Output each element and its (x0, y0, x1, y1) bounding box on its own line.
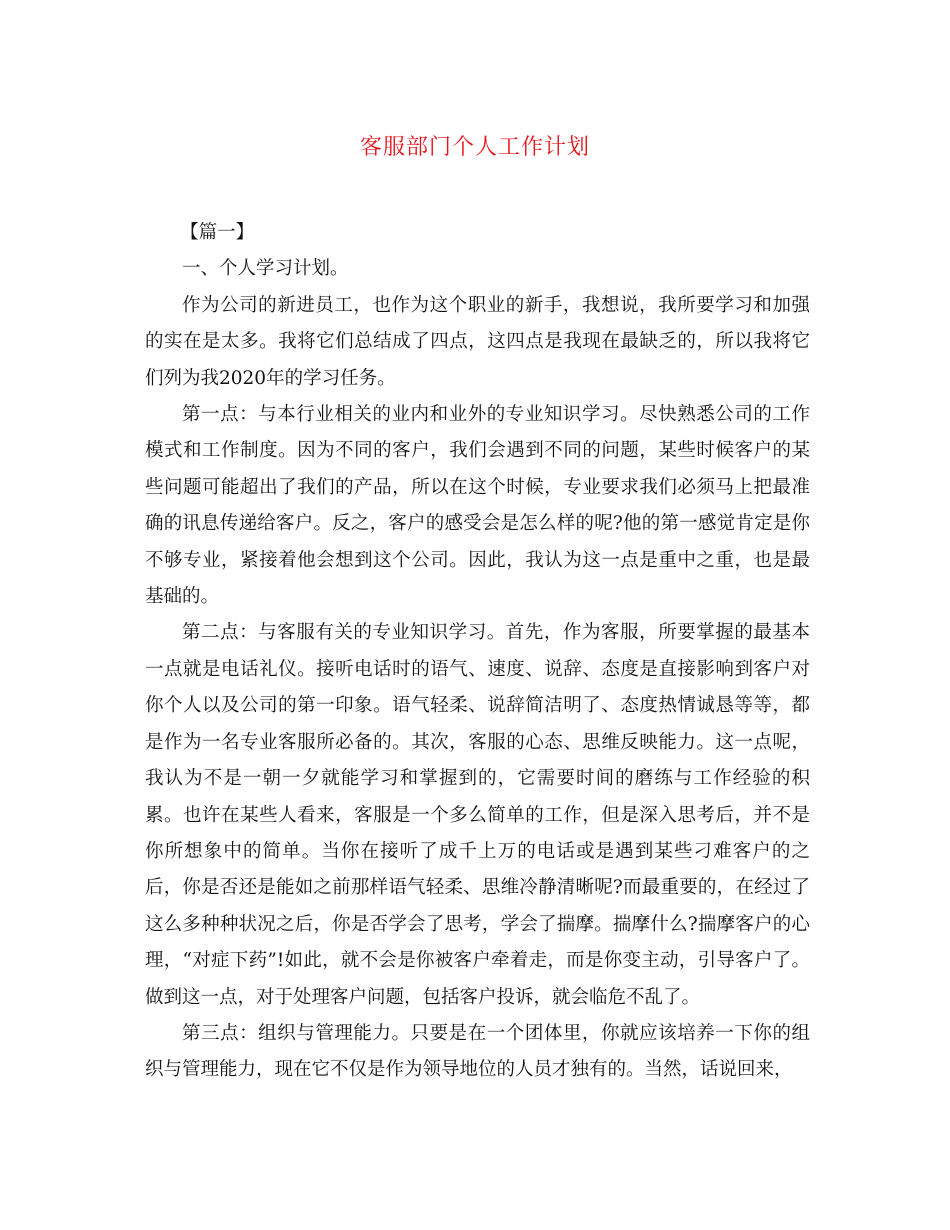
document-title: 客服部门个人工作计划 (359, 135, 590, 160)
paragraph-point-1: 第一点：与本行业相关的业内和业外的专业知识学习。尽快熟悉公司的工作模式和工作制度。因为不同的客户，我们会遇到不同的问题，某些时候客户的某些问题可能超出了我们的产品，所以在这个时候，专业要求我们必须马上把最准确的讯息传递给客户。反之，客户的感受会是怎么样的呢?他的第一感觉肯定是你不够专业，紧接着他会想到这个公司。因此，我认为这一点是重中之重，也是最基础的。 (145, 404, 810, 608)
paragraph-intro: 作为公司的新进员工，也作为这个职业的新手，我想说，我所要学习和加强的实在是太多。我将它们总结成了四点，这四点是我现在最缺乏的，所以我将它们列为我2020年的学习任务。 (145, 294, 810, 389)
document-body (145, 215, 810, 1089)
paragraph-point-3: 第三点：组织与管理能力。只要是在一个团体里，你就应该培养一下你的组织与管理能力，现在它不仅是作为领导地位的人员才独有的。当然，话说回来， (145, 1022, 810, 1081)
paragraph-point-2: 第二点：与客服有关的专业知识学习。首先，作为客服，所要掌握的最基本一点就是电话礼仪。接听电话时的语气、速度、说辞、态度是直接影响到客户对你个人以及公司的第一印象。语气轻柔、说辞简洁明了、态度热情诚恳等等，都是作为一名专业客服所必备的。其次，客服的心态、思维反映能力。这一点呢，我认为不是一朝一夕就能学习和掌握到的，它需要时间的磨练与工作经验的积累。也许在某些人看来，客服是一个多么简单的工作，但是深入思考后，并不是你所想象中的简单。当你在接听了成千上万的电话或是遇到某些刁难客户的之后，你是否还是能如之前那样语气轻柔、思维冷静清晰呢?而最重要的，在经过了这么多种种状况之后，你是否学会了思考，学会了揣摩。揣摩什么?揣摩客户的心理，“对症下药”!如此，就不会是你被客户牵着走，而是你变主动，引导客户了。做到这一点，对于处理客户问题，包括客户投诉，就会临危不乱了。 (145, 622, 810, 1008)
section-label: 【篇一】 (180, 222, 255, 243)
section-heading: 一、个人学习计划。 (182, 258, 349, 280)
